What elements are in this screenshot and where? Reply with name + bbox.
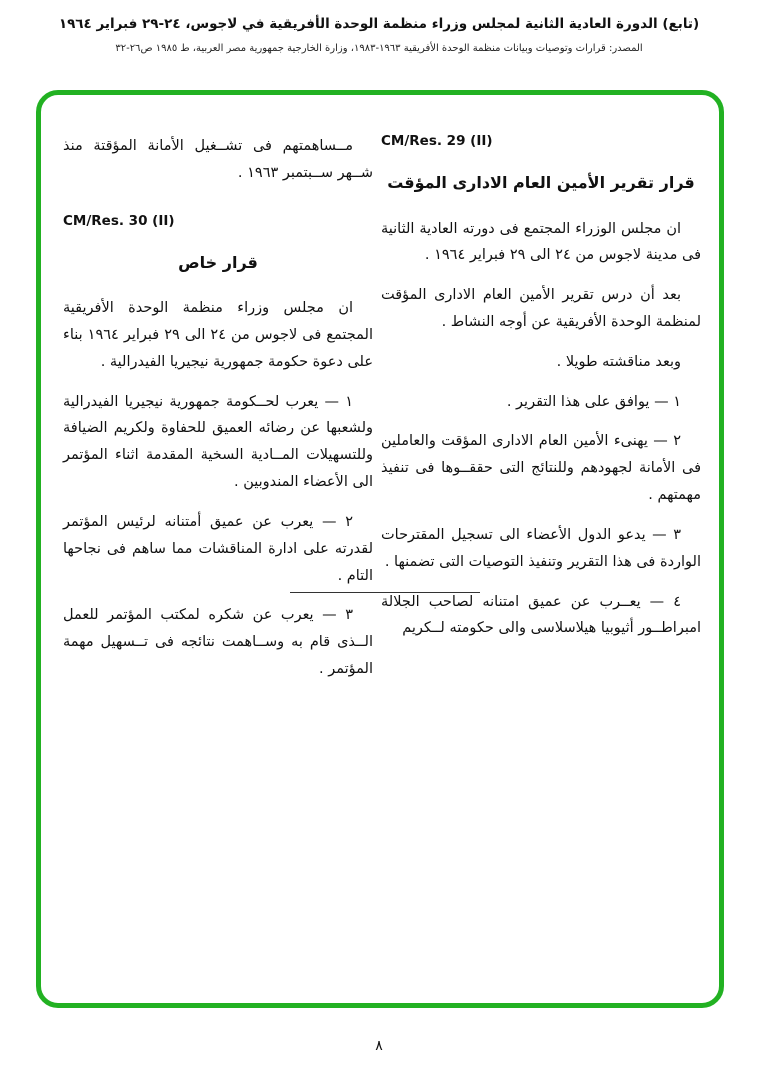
header-title: (تابع) الدورة العادية الثانية لمجلس وزراء منظمة الوحدة الأفريقية في لاجوس، ٢٤-٢٩ فبراير ١٩٦٤: [58, 16, 700, 32]
paragraph: ٣ — يدعو الدول الأعضاء الى تسجيل المقترحات الواردة فى هذا التقرير وتنفيذ التوصيات التى تضمنها .: [381, 526, 701, 570]
column-left: [63, 133, 373, 696]
paragraph: ٢ — يهنىء الأمين العام الادارى المؤقت والعاملين فى الأمانة لجهودهم وللنتائج التى حققــوها فى تنفيذ مهمتهم .: [381, 433, 701, 504]
header-source: المصدر: قرارات وتوصيات وبيانات منظمة الوحدة الأفريقية ١٩٦٣-١٩٨٣، وزارة الخارجية جمهورية مصر العربية، ط ١٩٨٥ ص٢٦-٣٢: [115, 43, 643, 54]
document-frame: [36, 90, 724, 1008]
resolution-id-29: CM/Res. 29 (II): [381, 133, 493, 149]
paragraph: ٣ — يعرب عن شكره لمكتب المؤتمر للعمل الــذى قام به وســاهمت نتائجه فى تــسهيل مهمة المؤتمر .: [63, 607, 373, 677]
paragraph: ٢ — يعرب عن عميق أمتنانه لرئيس المؤتمر لقدرته على ادارة المناقشات مما ساهم فى نجاحها التام .: [63, 513, 373, 584]
paragraph: ان مجلس وزراء منظمة الوحدة الأفريقية المجتمع فى لاجوس من ٢٤ الى ٢٩ فبراير ١٩٦٤ بناء على دعوة حكومة جمهورية نيجيريا الفيدرالية .: [63, 300, 373, 370]
paragraph: ان مجلس الوزراء المجتمع فى دورته العادية الثانية فى مدينة لاجوس من ٢٤ الى ٢٩ فبراير ١٩٦٤ .: [381, 220, 701, 264]
section-divider: [290, 592, 480, 593]
paragraph: ١ — يعرب لحــكومة جمهورية نيجيريا الفيدرالية ولشعبها عن رضائه العميق للحفاوة ولكريم الضيافة وللتسهيلات المــادية السخية المقدمة اثناء المؤتمر الى الأعضاء المندوبين .: [63, 393, 373, 491]
paragraph: بعد أن درس تقرير الأمين العام الادارى المؤقت لمنظمة الوحدة الأفريقية عن أوجه النشاط .: [381, 287, 701, 330]
resolution-id-30: CM/Res. 30 (II): [63, 212, 175, 229]
paragraph-continuation: مــساهمتهم فى تشــغيل الأمانة المؤقتة منذ شــهر ســبتمبر ١٩٦٣ .: [63, 138, 373, 181]
page-number: ٨: [375, 1038, 383, 1054]
resolution-title-29: قرار تقرير الأمين العام الادارى المؤقت: [387, 172, 695, 192]
page-header: [0, 16, 758, 54]
paragraph: وبعد مناقشته طويلا .: [556, 353, 681, 370]
paragraph: ٤ — يعــرب عن عميق امتنانه لصاحب الجلالة امبراطــور أثيوبيا هيلاسلاسى والى حكومته لــكريم: [381, 593, 701, 637]
column-right: [381, 129, 701, 655]
resolution-title-30: قرار خاص: [178, 252, 258, 272]
paragraph: ١ — يوافق على هذا التقرير .: [506, 393, 681, 410]
